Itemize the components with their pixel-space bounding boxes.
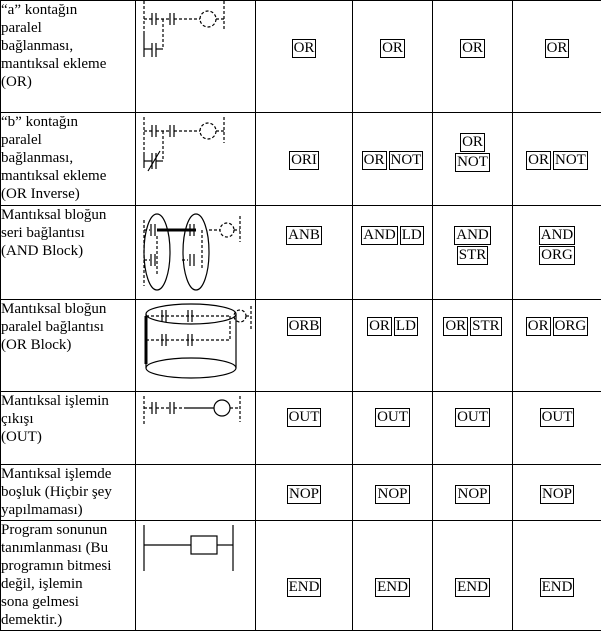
instruction-cell	[353, 113, 433, 206]
desc-line: çıkışı	[1, 411, 34, 427]
desc-line: boşluk (Hiçbir şey	[1, 484, 112, 500]
desc-line: programın bitmesi	[1, 558, 112, 574]
instruction-keyword: OR	[369, 318, 390, 334]
instruction-cell	[513, 392, 601, 465]
instruction-keyword: NOP	[457, 486, 488, 502]
instruction-keyword: OR	[546, 40, 568, 56]
diagram-cell	[136, 392, 256, 465]
desc-line: paralel	[1, 132, 42, 148]
instruction-cell	[513, 521, 601, 631]
instruction-keyword: NOT	[390, 152, 422, 168]
table-row	[1, 521, 601, 631]
desc-line: paralel	[1, 20, 42, 36]
instruction-cell	[353, 392, 433, 465]
desc-line: (OR)	[1, 74, 32, 90]
instruction-keyword: ORG	[554, 318, 587, 334]
instruction-cell	[256, 113, 353, 206]
end-block-diagram	[136, 521, 255, 630]
desc-line: demektir.)	[1, 612, 63, 628]
instruction-cell	[353, 206, 433, 300]
desc-line: yapılmaması)	[1, 502, 83, 518]
instruction-cell	[256, 465, 353, 521]
desc-line: (AND Block)	[1, 243, 84, 259]
instruction-keyword: END	[457, 579, 488, 595]
desc-line: bağlanması,	[1, 150, 74, 166]
instruction-cell	[433, 521, 513, 631]
instruction-keyword: OUT	[457, 409, 488, 425]
desc-line: (OR Block)	[1, 337, 72, 353]
instruction-keyword: ORG	[541, 247, 573, 263]
instruction-keyword: OR	[527, 318, 549, 334]
desc-line: (OR Inverse)	[1, 186, 80, 202]
desc-line: bağlanması,	[1, 38, 74, 54]
desc-line: Mantıksal bloğun	[1, 207, 107, 223]
instruction-keyword: AND	[540, 227, 574, 243]
desc-line: sona gelmesi	[1, 594, 79, 610]
instruction-cell	[353, 521, 433, 631]
instruction-stack	[455, 133, 490, 172]
instruction-keyword: NOT	[555, 152, 586, 168]
instruction-keyword: NOP	[288, 486, 319, 502]
desc-line: Program sonunun	[1, 522, 108, 538]
desc-line: “a” kontağın	[1, 2, 78, 18]
desc-line: tanımlanması (Bu	[1, 540, 109, 556]
instruction-keyword: AND	[363, 227, 396, 243]
diagram-cell	[136, 113, 256, 206]
desc-line: mantıksal ekleme	[1, 168, 107, 184]
instruction-cell	[433, 392, 513, 465]
instruction-cell	[256, 1, 353, 113]
description-cell	[1, 392, 136, 465]
instruction-keyword: OR	[528, 152, 549, 168]
instruction-keyword: OUT	[288, 409, 320, 425]
instruction-cell	[353, 300, 433, 392]
instruction-cell	[513, 206, 601, 300]
output-coil-diagram	[136, 392, 255, 464]
desc-line: Mantıksal bloğun	[1, 301, 107, 317]
desc-line: Mantıksal işlemin	[1, 393, 109, 409]
instruction-keyword: LD	[395, 318, 416, 334]
description-cell	[1, 521, 136, 631]
instruction-cell	[353, 465, 433, 521]
instruction-keyword: NOP	[541, 486, 572, 502]
desc-line: paralel bağlantısı	[1, 319, 104, 335]
and-block-diagram	[136, 206, 255, 299]
instruction-keyword: STR	[472, 318, 500, 334]
instruction-keyword: OR	[462, 40, 483, 56]
description-cell	[1, 113, 136, 206]
diagram-cell	[136, 1, 256, 113]
diagram-cell	[136, 521, 256, 631]
diagram-cell	[136, 300, 256, 392]
instruction-cell	[433, 1, 513, 113]
diagram-cell-empty	[136, 465, 256, 521]
instruction-keyword: END	[377, 579, 408, 595]
instruction-keyword: ORI	[291, 152, 317, 168]
instruction-stack	[454, 226, 491, 265]
description-cell	[1, 465, 136, 521]
desc-line: (OUT)	[1, 429, 42, 445]
instruction-keyword: OUT	[541, 409, 573, 425]
instruction-keyword: OR	[382, 40, 403, 56]
table-row	[1, 1, 601, 113]
instruction-cell	[353, 1, 433, 113]
desc-line: seri bağlantısı	[1, 225, 85, 241]
table-row	[1, 206, 601, 300]
instruction-keyword: AND	[456, 227, 489, 243]
instruction-keyword: NOP	[377, 486, 408, 502]
instruction-cell	[433, 465, 513, 521]
instruction-cell	[256, 300, 353, 392]
instruction-cell	[513, 113, 601, 206]
instruction-cell	[256, 521, 353, 631]
desc-line: “b” kontağın	[1, 114, 79, 130]
instruction-keyword: OR	[363, 152, 385, 168]
instruction-cell	[256, 206, 353, 300]
instruction-cell	[433, 113, 513, 206]
desc-line: Mantıksal işlemde	[1, 466, 112, 482]
instruction-keyword: ANB	[288, 227, 320, 243]
instruction-keyword: STR	[458, 247, 487, 263]
instruction-cell	[513, 1, 601, 113]
instruction-keyword: OR	[293, 40, 315, 56]
diagram-cell	[136, 206, 256, 300]
instruction-keyword: ORB	[288, 318, 320, 334]
instruction-cell	[513, 300, 601, 392]
instruction-keyword: LD	[401, 227, 422, 243]
instruction-keyword: OR	[462, 134, 483, 150]
instruction-keyword: OR	[445, 318, 467, 334]
desc-line: mantıksal ekleme	[1, 56, 107, 72]
desc-line: değil, işlemin	[1, 576, 83, 592]
instruction-cell	[433, 206, 513, 300]
parallel-b-contact-diagram	[136, 113, 255, 205]
instruction-cell	[433, 300, 513, 392]
parallel-a-contact-diagram	[136, 1, 255, 112]
instruction-cell	[513, 465, 601, 521]
description-cell	[1, 1, 136, 113]
instruction-keyword: NOT	[457, 154, 488, 170]
instruction-keyword: OUT	[377, 409, 408, 425]
table-row	[1, 465, 601, 521]
description-cell	[1, 300, 136, 392]
table-row	[1, 392, 601, 465]
or-block-diagram	[136, 300, 255, 391]
instruction-keyword: END	[288, 579, 320, 595]
instruction-cell	[256, 392, 353, 465]
description-cell	[1, 206, 136, 300]
table-row	[1, 300, 601, 392]
instruction-stack	[539, 226, 576, 265]
table-row	[1, 113, 601, 206]
instruction-keyword: END	[541, 579, 573, 595]
